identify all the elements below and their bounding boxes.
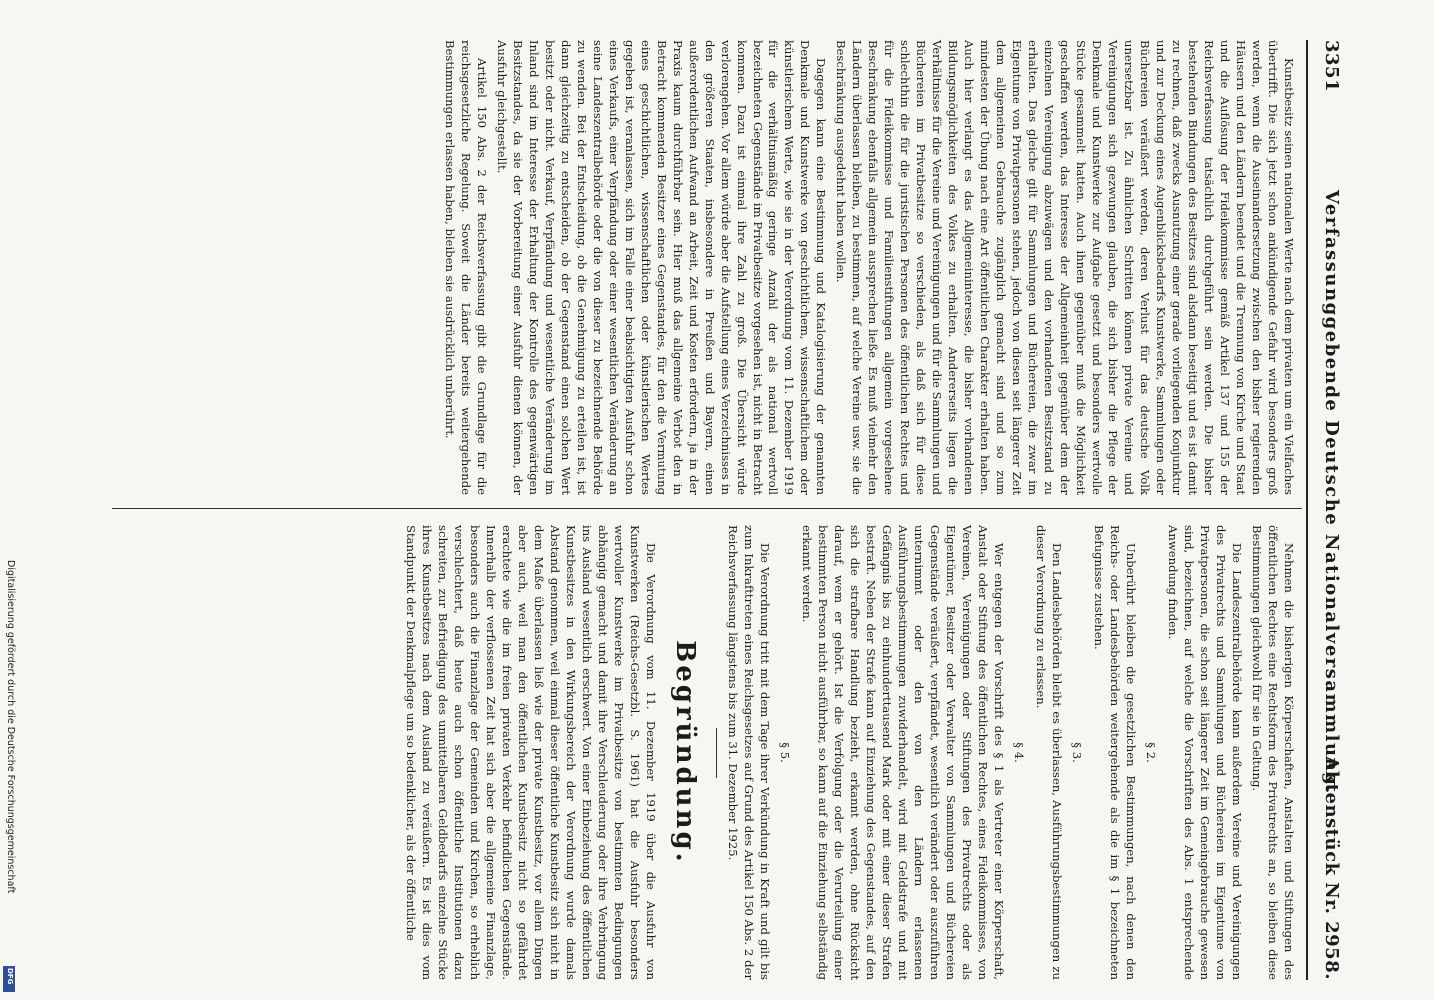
left-column [437,40,1296,495]
section-heading: Begründung. [669,640,700,865]
rotated-page [98,30,1348,990]
paragraph: Kunstbesitz seinen nationalen Werte nach dem privaten um ein Vielfaches übertrifft. Die sich jetzt schon ankündigende Gefahr wird besonders groß werden, wenn die Auseinandersetzung zwischen den bisher regierenden Häusern und den Ländern beendet und die Trennung von Kirche und Staat und die Auflösung der Fideikommisse gemäß Artikel 137 und 155 der Reichsverfassung tatsächlich durchgeführt sein werden. Die bisher bestehenden Bindungen des Besitzes sind alsdann beseitigt und es ist damit zu rechnen, daß zwecks Ausnutzung einer gerade vorliegenden Konjunktur und zur Deckung eines Augenblicksbedarfs Kunstwerke, Sammlungen oder Büchereien veräußert werden, deren Verlust für das deutsche Volk unersetzbar ist. Zu ähnlichen Schritten können private Vereine und Vereinigungen sich gezwungen glauben, die sich bisher die Pflege der Denkmale und Kunstwerke zur Aufgabe gesetzt und besonders wertvolle Stücke gesammelt hatten. Auch ihnen gegenüber muß die Möglichkeit geschaffen werden, das Interesse der Allgemeinheit gegenüber dem der einzelnen Vereinigung abzuwägen und den vorhandenen Besitzstand zu erhalten. Das gleiche gilt für Sammlungen und Büchereien, die zwar im Eigentume von Privatpersonen stehen, jedoch von diesen seit längerer Zeit dem allgemeinen Gebrauche zugänglich gemacht sind und so zum mindesten der Übung nach eine Art öffentlichen Charakter erhalten haben. Auch hier verlangt es das Allgemeininteresse, die bisher vorhandenen Bildungsmöglichkeiten des Volkes zu erhalten. Andererseits liegen die Verhältnisse für die Vereine und Vereinigungen und für die Sammlungen und Büchereien im Privatbesitze so verschieden, als daß sich für diese schlechthin die für die juristischen Personen des öffentlichen Rechtes und für die Fideikommisse und Familienstiftungen allgemein vorgesehene Beschränkung ebenfalls allgemein aussprechen ließe. Es muß vielmehr den Ländern überlassen bleiben, zu bestimmen, auf welche Vereine usw. sie die Beschränkung ausgedehnt haben wollen. [834,40,1296,495]
paragraph: Die Verordnung vom 11. Dezember 1919 über die Ausfuhr von Kunstwerken (Reichs-Gesetzbl. S. 1961) hat die Ausfuhr besonders wertvoller Kunstwerke im Privatbesitze von bestimmten Bedingungen abhängig gemacht und damit ihre Verschleuderung oder ihre Verbringung ins Ausland wesentlich erschwert. Von einer Einbeziehung des öffentlichen Kunstbesitzes in den Wirkungsbereich der Verordnung wurde damals Abstand genommen, weil einmal dieser öffentliche Kunstbesitz sich nicht in dem Maße überlassen ließ wie der private Kunstbesitz, vor allem Dingen aber auch, weil man den öffentlichen Kunstbesitz nicht so gefährdet erachtete wie die im freien privaten Verkehr befindlichen Gegenstände. Innerhalb der verflossenen Zeit hat sich aber die allgemeine Finanzlage, besonders auch die Finanzlage der Gemeinden und Kirchen, so erheblich verschlechtert, daß heute auch schon öffentliche Institutionen dazu schreiten, zur Befriedigung des unmittelbaren Geldbedarfs einzelne Stücke ihres Kunstbesitzes nach dem Ausland zu veräußern. Es ist dies vom Standpunkt der Denkmalpflege um so bedenklicher, als der öffentliche [403,525,658,980]
logo-text: DFG [6,968,14,985]
section-number: § 5. [778,742,793,763]
page-header [1312,40,1342,980]
paragraph: Artikel 150 Abs. 2 der Reichsverfassung gibt die Grundlage für die reichsgesetzliche Regelung. Soweit die Länder bereits weitergehende Bestimmungen erlassen haben, bleiben sie ausdrücklich unberührt. [442,40,489,495]
paragraph: Die Landeszentralbehörde kann außerdem Vereine und Vereinigungen des Privatrechts und Sammlungen und Büchereien im Eigentume von Privatpersonen, die schon seit längerer Zeit im Gemeingebrauche gewesen sind, bezeichnen, auf welche die Vorschriften des Abs. 1 entsprechende Anwendung finden. [1166,525,1245,980]
paragraph: Dagegen kann eine Bestimmung und Katalogisierung der genannten Denkmale und Kunstwerke von geschichtlichem, wissenschaftlichem oder künstlerischem Werte, wie sie in der Verordnung vom 11. Dezember 1919 für die verhältnismäßig geringe Anzahl der als national wertvoll bezeichneten Gegenstände im Privatbesitze vorgesehen ist, nicht in Betracht kommen. Dazu ist einmal ihre Zahl zu groß. Die Übersicht würde verlorengehen. Vor allem würde aber die Aufstellung eines Verzeichnisses in den größeren Staaten, insbesondere in Preußen und Bayern, einen außerordentlichen Aufwand an Arbeit, Zeit und Kosten erfordern, ja in der Praxis kaum durchführbar sein. Hier muß das allgemeine Verbot den in Betracht kommenden Besitzer eines Gegenstandes, für den die Vermutung eines geschichtlichen, wissenschaftlichen oder künstlerischen Wertes gegeben ist, veranlassen, sich im Falle einer beabsichtigten Ausfuhr schon eines Verkaufs, einer Verpfändung oder einer wesentlichen Veränderung an seine Landeszentralbehörde oder die von dieser zu bezeichnende Behörde zu wenden. Bei der Entscheidung, ob die Genehmigung zu erteilen ist, ist dann gleichzeitig zu entscheiden, ob der Gegenstand einen solchen Wert besitzt oder nicht. Verkauf, Verpfändung und wesentliche Veränderung im Inland sind im Interesse der Erhaltung der Kontrolle des gegenwärtigen Besitzstandes, da sie der Vorbereitung einer Ausfuhr dienen können, der Ausfuhr gleichgestellt. [494,40,829,495]
paragraph: Nehmen die bisherigen Körperschaften, Anstalten und Stiftungen des öffentlichen Rechtes eine Rechtsform des Privatrechts an, so bleiben diese Bestimmungen gleichwohl für sie in Geltung. [1250,525,1296,980]
column-divider [112,508,1302,509]
document-number: Aktenstück Nr. 2958. [1321,756,1342,980]
section-number: § 3. [1070,742,1085,763]
scan-credit [4,560,18,990]
page-number: 3351 [1321,40,1342,93]
paragraph: Unberührt bleiben die gesetzlichen Bestimmungen, nach denen den Reichs- oder Landesbehörden weitergehende als die im § 1 bezeichneten Befugnisse zustehen. [1092,525,1139,980]
header-rule [1306,40,1308,980]
dfg-logo-icon [3,966,15,992]
paragraph: Den Landesbehörden bleibt es überlassen, Ausführungsbestimmungen zu dieser Verordnung zu erlassen. [1034,525,1065,980]
paragraph: Wer entgegen der Vorschrift des § 1 als Vertreter einer Körperschaft, Anstalt oder Stiftung des öffentlichen Rechtes, eines Fideikommisses, von Vereinen, Vereinigungen oder Stiftungen des Privatrechts oder als Eigentümer, Besitzer oder Verwalter von Sammlungen und Büchereien Gegenstände veräußert, verpfändet, wesentlich verändert oder auszuführen unternimmt oder den von den Ländern erlassenen Ausführungsbestimmungen zuwiderhandelt, wird mit Geldstrafe und mit Gefängnis bis zu einhunderttausend Mark oder mit einer dieser Strafen bestraft. Neben der Strafe kann auf Einziehung des Gegenstandes, auf den sich die strafbare Handlung bezieht, erkannt werden, ohne Rücksicht darauf, wem er gehört. Ist die Verfolgung oder die Verurteilung einer bestimmten Person nicht ausführbar, so kann auf die Einziehung selbständig erkannt werden. [800,525,1007,980]
scan-credit-text: Digitalisierung gefördert durch die Deutsche Forschungsgemeinschaft [5,560,16,894]
running-title: Verfassunggebende Deutsche Nationalversammlung. [1321,190,1342,795]
separator-rule [716,728,717,778]
right-column [398,525,1296,980]
paragraph: Die Verordnung tritt mit dem Tage ihrer Verkündung in Kraft und gilt bis zum Inkrafttreten eines Reichsgesetzes auf Grund des Artikel 150 Abs. 2 der Reichsverfassung längstens bis zum 31. Dezember 1925. [726,525,773,980]
section-number: § 4. [1012,742,1027,763]
section-number: § 2. [1144,742,1159,763]
